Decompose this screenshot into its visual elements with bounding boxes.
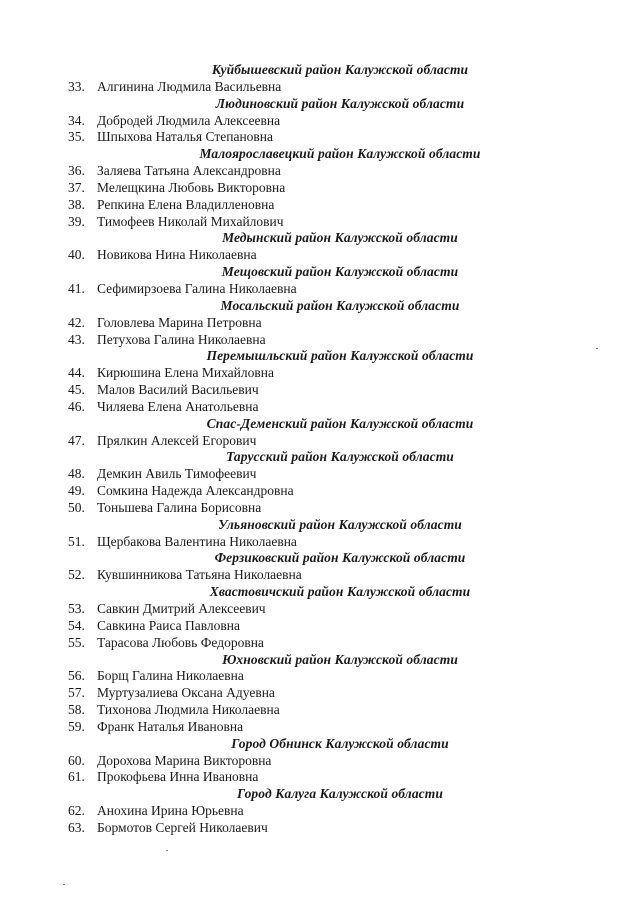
list-item — [0, 332, 640, 349]
list-item — [0, 113, 640, 130]
list-item — [0, 500, 640, 517]
section-heading: Юхновский район Калужской области — [222, 651, 458, 667]
person-name: Добродей Людмила Алексеевна — [97, 112, 281, 128]
list-item — [0, 163, 640, 180]
person-name: Репкина Елена Владилленовна — [97, 196, 275, 212]
entry-number: 62. — [68, 803, 85, 819]
entry-number: 40. — [68, 247, 85, 263]
person-name: Заляева Татьяна Александровна — [97, 163, 281, 179]
list-item — [0, 129, 640, 146]
section-heading: Тарусский район Калужской области — [226, 449, 454, 465]
person-name: Кувшинникова Татьяна Николаевна — [97, 567, 302, 583]
person-name: Савкина Раиса Павловна — [97, 617, 241, 633]
list-item — [0, 466, 640, 483]
entry-number: 34. — [68, 112, 85, 128]
person-name: Демкин Авиль Тимофеевич — [97, 466, 257, 482]
person-name: Савкин Дмитрий Алексеевич — [97, 601, 266, 616]
list-item — [0, 433, 640, 450]
list-item — [0, 820, 640, 837]
section-heading: Город Обнинск Калужской области — [231, 735, 449, 751]
entry-number: 59. — [68, 718, 85, 734]
list-item — [0, 382, 640, 399]
entry-number: 56. — [68, 668, 85, 684]
section-heading: Ульяновский район Калужской области — [218, 516, 462, 532]
list-item — [0, 281, 640, 298]
entry-number: 58. — [68, 702, 85, 718]
person-name: Щербакова Валентина Николаевна — [97, 533, 297, 549]
person-name: Головлева Марина Петровна — [97, 314, 262, 330]
entry-number: 47. — [68, 432, 85, 448]
list-item — [0, 214, 640, 231]
entry-number: 60. — [68, 752, 85, 768]
list-item — [0, 719, 640, 736]
list-item — [0, 668, 640, 685]
entry-number: 38. — [68, 196, 85, 212]
section-heading: Мещовский район Калужской области — [221, 264, 459, 280]
list-item — [0, 769, 640, 786]
section-heading: Спас-Деменский район Калужской области — [206, 415, 474, 431]
person-name: Анохина Ирина Юрьевна — [97, 803, 244, 819]
entry-number: 44. — [68, 365, 85, 381]
entry-number: 36. — [68, 163, 85, 179]
person-name: Новикова Нина Николаевна — [97, 247, 257, 263]
person-name: Борщ Галина Николаевна — [97, 668, 244, 684]
section-heading: Медынский район Калужской области — [222, 230, 458, 246]
entry-number: 43. — [68, 331, 85, 347]
list-item — [0, 534, 640, 551]
section-heading: Ферзиковский район Калужской области — [214, 550, 466, 566]
person-name: Муртузалиева Оксана Адуевна — [97, 685, 275, 701]
entry-number: 33. — [68, 78, 85, 94]
entry-number: 53. — [68, 601, 85, 616]
list-item — [0, 247, 640, 264]
entry-number: 46. — [68, 398, 85, 414]
person-name: Сефимирзоева Галина Николаевна — [97, 280, 297, 296]
section-heading: Малоярославецкий район Калужской области — [199, 146, 481, 162]
section-heading: Мосальский район Калужской области — [220, 297, 460, 313]
person-name: Алгинина Людмила Васильевна — [97, 78, 282, 94]
entry-number: 54. — [68, 617, 85, 633]
list-item — [0, 803, 640, 820]
list-item — [0, 702, 640, 719]
person-name: Тихонова Людмила Николаевна — [97, 702, 280, 718]
person-name: Тарасова Любовь Федоровна — [97, 634, 264, 650]
entry-number: 45. — [68, 382, 85, 398]
scan-speck — [596, 348, 598, 349]
person-name: Бормотов Сергей Николаевич — [97, 819, 268, 835]
section-heading: Город Калуга Калужской области — [237, 786, 443, 802]
list-item — [0, 635, 640, 652]
person-name: Прокофьева Инна Ивановна — [97, 769, 259, 785]
person-name: Мелещкина Любовь Викторовна — [97, 179, 286, 195]
person-name: Кирюшина Елена Михайловна — [97, 365, 274, 381]
entry-number: 55. — [68, 634, 85, 650]
document-page — [0, 62, 640, 837]
section-heading: Людиновский район Калужской области — [215, 95, 465, 111]
person-name: Прялкин Алексей Егорович — [97, 432, 257, 448]
entry-number: 50. — [68, 499, 85, 515]
list-item — [0, 180, 640, 197]
list-item — [0, 618, 640, 635]
entry-number: 63. — [68, 819, 85, 835]
list-item — [0, 315, 640, 332]
person-name: Малов Василий Васильевич — [97, 382, 259, 398]
person-name: Чиляева Елена Анатольевна — [97, 398, 259, 414]
list-item — [0, 399, 640, 416]
person-name: Тоньшева Галина Борисовна — [97, 499, 262, 515]
entry-number: 48. — [68, 466, 85, 482]
entry-number: 35. — [68, 129, 85, 145]
list-item — [0, 483, 640, 500]
person-name: Сомкина Надежда Александровна — [97, 483, 294, 499]
list-item — [0, 567, 640, 584]
entry-number: 37. — [68, 179, 85, 195]
section-heading: Перемышльский район Калужской области — [206, 348, 474, 364]
list-item — [0, 601, 640, 618]
person-name: Дорохова Марина Викторовна — [97, 752, 272, 768]
entry-number: 49. — [68, 483, 85, 499]
list-item — [0, 365, 640, 382]
list-item — [0, 79, 640, 96]
person-name: Франк Наталья Ивановна — [97, 718, 244, 734]
entry-number: 39. — [68, 213, 85, 229]
person-name: Шпыхова Наталья Степановна — [97, 129, 274, 145]
entry-number: 57. — [68, 685, 85, 701]
entry-number: 42. — [68, 314, 85, 330]
list-item — [0, 685, 640, 702]
entry-number: 52. — [68, 567, 85, 583]
entry-number: 41. — [68, 280, 85, 296]
section-heading: Хвастовичский район Калужской области — [209, 584, 471, 600]
list-item — [0, 753, 640, 770]
list-item — [0, 197, 640, 214]
person-name: Тимофеев Николай Михайлович — [97, 213, 284, 229]
entry-number: 61. — [68, 769, 85, 785]
entry-number: 51. — [68, 533, 85, 549]
person-name: Петухова Галина Николаевна — [97, 331, 266, 347]
scan-speck — [63, 884, 65, 885]
section-heading: Куйбышевский район Калужской области — [211, 62, 469, 77]
scan-speck — [166, 850, 168, 851]
